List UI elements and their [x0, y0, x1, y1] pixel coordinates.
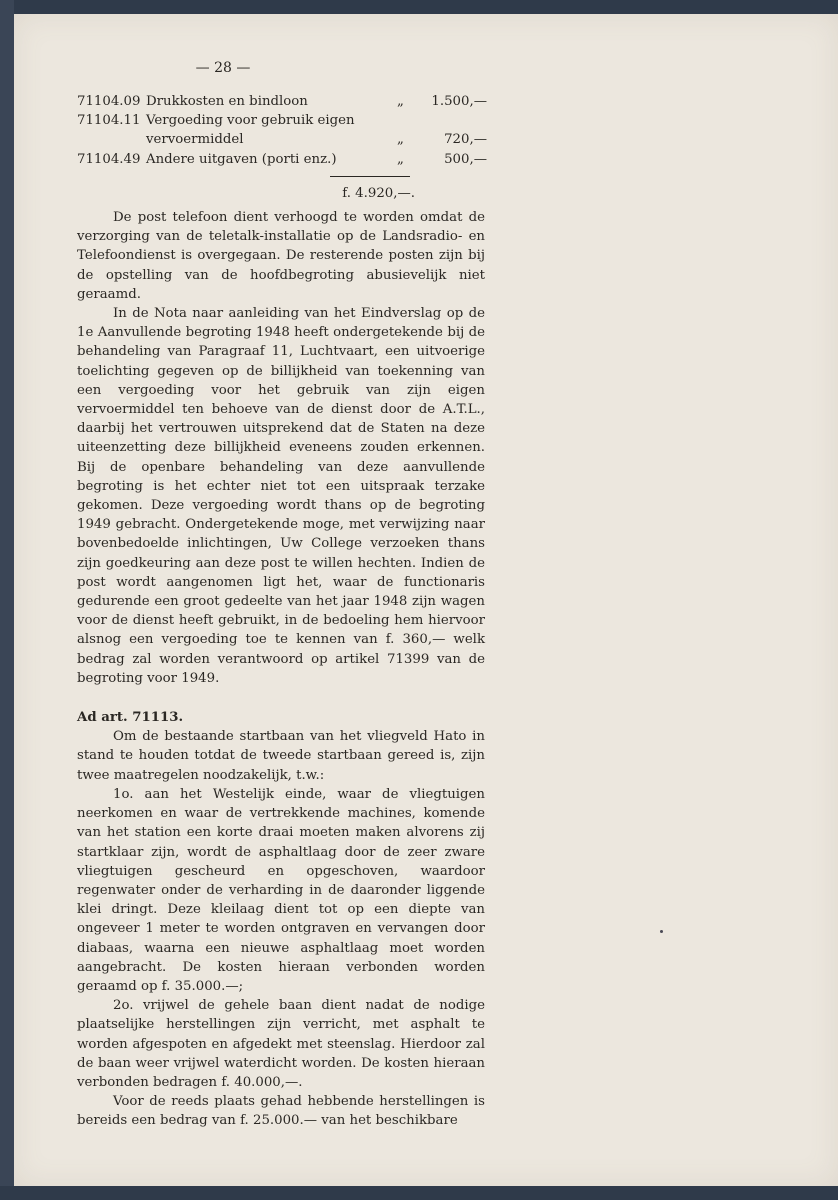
scan-border-bottom [0, 1186, 838, 1200]
paragraph: Om de bestaande startbaan van het vliegveld Hato in stand te houden totdat de tweede startbaan gereed is, zijn twee maatregelen noodzakelijk, t.w.: [77, 729, 485, 783]
list-item: 2o. vrijwel de gehele baan dient nadat de nodige plaatselijke herstellingen zijn verricht, met asphalt te worden afgespoten en afgedekt met steenslag. Hierdoor zal de baan weer vrijwel waterdicht worden. De kosten hieraan verbonden bedragen f. 40.000,—. [77, 998, 485, 1090]
budget-code: 71104.49 [77, 151, 141, 167]
budget-amount: 500,— [444, 151, 487, 167]
budget-code: 71104.09 [77, 94, 141, 109]
budget-amount: 1.500,— [431, 94, 487, 109]
scan-border-left [0, 0, 14, 1200]
budget-description: Drukkosten en bindloon [146, 94, 308, 109]
paragraph: In de Nota naar aanleiding van het Eindverslag op de 1e Aanvullende begroting 1948 heeft ondergetekende bij de behandeling van Paragraaf 11, Luchtvaart, een uitvoerige toelichting gegeven op de billijkheid van toekenning van een vergoeding voor het gebruik van zijn eigen vervoermiddel ten behoeve van de dienst door de A.T.L., daarbij het vertrouwen uitsprekend dat de Staten na deze uiteenzetting deze billijkheid eveneens zouden erkennen. Bij de openbare behandeling van deze aanvullende begroting is het echter niet tot een uitspraak terzake gekomen. Deze vergoeding wordt thans op de begroting 1949 gebracht. Ondergetekende moge, met verwijzing naar bovenbedoelde inlichtingen, Uw College verzoeken thans zijn goedkeuring aan deze post te willen hechten. Indien de post wordt aangenomen ligt het, waar de functionaris gedurende een groot gedeelte van het jaar 1948 zijn wagen voor de dienst heeft gebruikt, in de bedoeling hem hiervoor alsnog een vergoeding toe te kennen van f. 360,— welk bedrag zal worden verantwoord op artikel 71399 van de begroting voor 1949. [77, 306, 485, 686]
budget-amount: 720,— [444, 132, 487, 148]
budget-table [77, 92, 487, 169]
page-number: — 28 — [195, 60, 251, 76]
section-heading: Ad art. 71113. [77, 710, 184, 726]
total-rule [330, 176, 410, 177]
budget-description: Vergoeding voor gebruik eigen [146, 113, 355, 129]
budget-ditto: „ [397, 94, 404, 109]
budget-row [77, 150, 487, 169]
budget-row [77, 130, 487, 149]
budget-row [77, 92, 487, 111]
budget-description: vervoermiddel [146, 132, 244, 148]
scan-speck [660, 930, 663, 933]
budget-row [77, 111, 487, 130]
body-text [77, 208, 485, 1131]
budget-code: 71104.11 [77, 113, 141, 129]
budget-description: Andere uitgaven (porti enz.) [146, 151, 337, 167]
list-item: 1o. aan het Westelijk einde, waar de vliegtuigen neerkomen en waar de vertrekkende machines, komende van het station een korte draai moeten maken alvorens zij startklaar zijn, wordt de asphaltlaag door de zeer zware vliegtuigen gescheurd en opgeschoven, waardoor regenwater onder de verharding in de daaronder liggende klei dringt. Deze kleilaag dient tot op een diepte van ongeveer 1 meter te worden ontgraven en vervangen door diabaas, waarna een nieuwe asphaltlaag moet worden aangebracht. De kosten hieraan verbonden worden geraamd op f. 35.000.—; [77, 786, 485, 994]
budget-ditto: „ [397, 132, 404, 148]
paragraph: Voor de reeds plaats gehad hebbende herstellingen is bereids een bedrag van f. 25.000.— van het beschikbare [77, 1094, 485, 1129]
paragraph: De post telefoon dient verhoogd te worden omdat de verzorging van de teletalk-installatie op de Landsradio- en Telefoondienst is overgegaan. De resterende posten zijn bij de opstelling van de hoofdbegroting abusievelijk niet geraamd. [77, 210, 485, 302]
budget-ditto: „ [397, 151, 404, 167]
budget-total: f. 4.920,—. [342, 186, 415, 201]
